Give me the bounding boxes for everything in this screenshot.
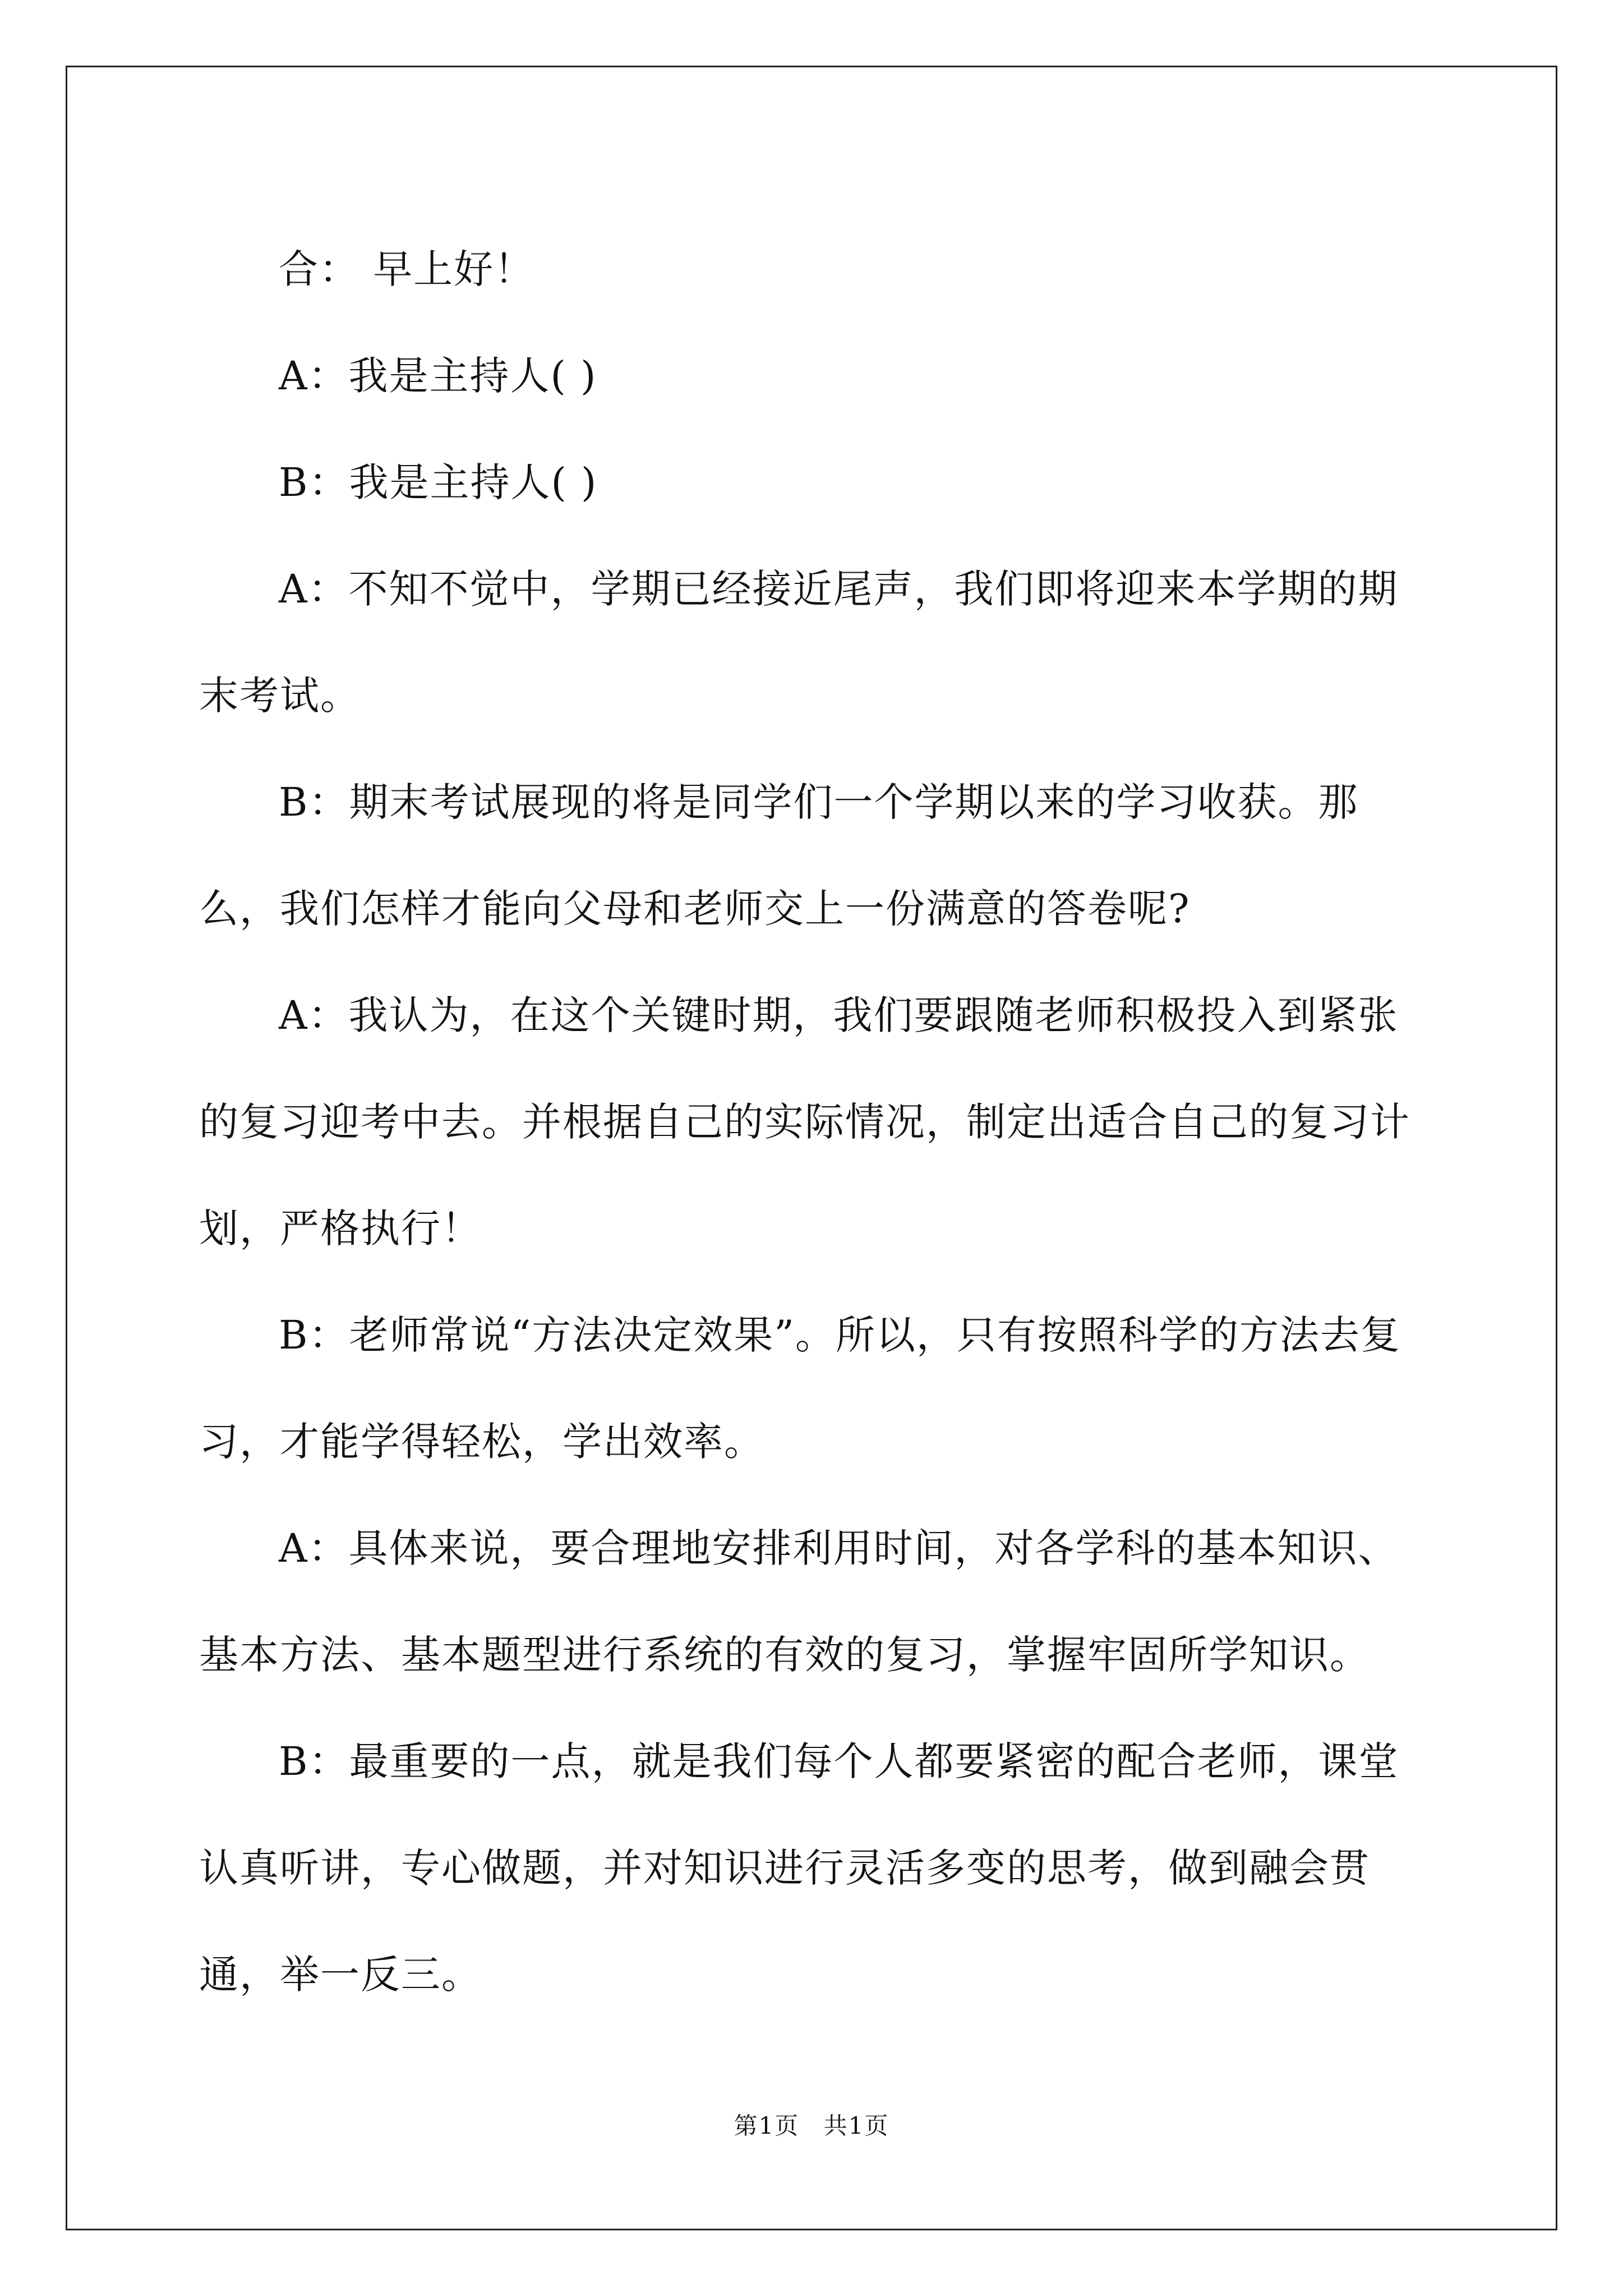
paragraph: A：具体来说，要合理地安排利用时间，对各学科的基本知识、基本方法、基本题型进行系统的有效的复习，掌握牢固所学知识。 <box>199 1525 1399 1678</box>
page-total: 共1页 <box>823 2112 889 2139</box>
document-body <box>199 216 1438 2028</box>
paragraph: B：老师常说“方法决定效果”。所以，只有按照科学的方法去复习，才能学得轻松，学出效率。 <box>199 1312 1401 1465</box>
paragraph: A：我是主持人( ) <box>279 353 597 399</box>
paragraph: 合： 早上好！ <box>279 246 535 292</box>
paragraph: B：我是主持人( ) <box>279 459 598 505</box>
paragraph: A：不知不觉中，学期已经接近尾声，我们即将迎来本学期的期末考试。 <box>199 566 1399 719</box>
paragraph: B：期末考试展现的将是同学们一个学期以来的学习收获。那么，我们怎样才能向父母和老师交上一份满意的答卷呢? <box>199 779 1359 932</box>
paragraph: A：我认为，在这个关键时期，我们要跟随老师积极投入到紧张的复习迎考中去。并根据自己的实际情况，制定出适合自己的复习计划，严格执行！ <box>199 992 1410 1251</box>
page-number: 第1页 <box>734 2112 800 2139</box>
page-footer <box>0 2109 1623 2143</box>
paragraph: B：最重要的一点，就是我们每个人都要紧密的配合老师，课堂认真听讲，专心做题，并对知识进行灵活多变的思考，做到融会贯通，举一反三。 <box>199 1738 1399 1998</box>
